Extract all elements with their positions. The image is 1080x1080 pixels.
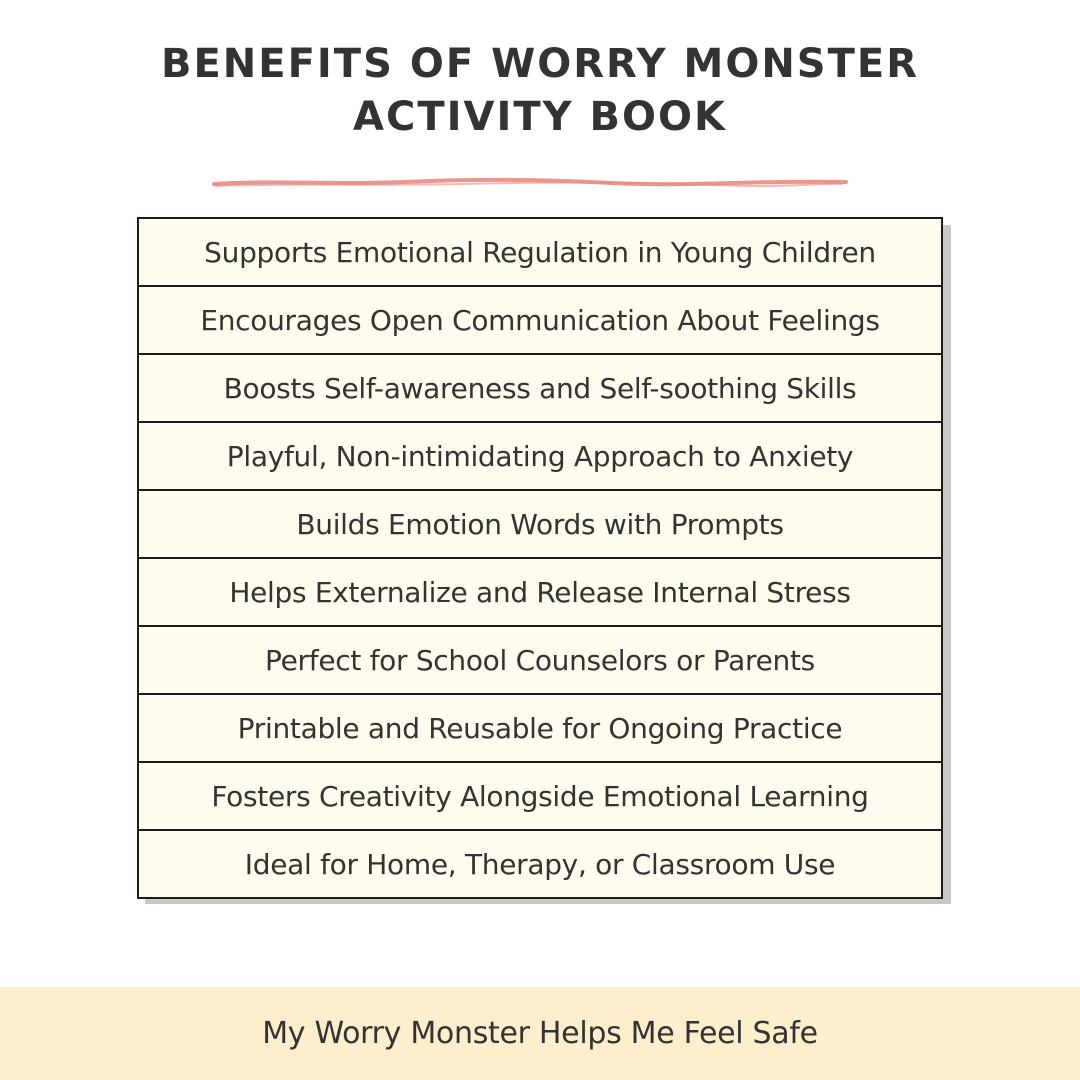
benefit-row: Helps Externalize and Release Internal Stress [139,559,941,627]
title-line-1: BENEFITS OF WORRY MONSTER [160,41,920,87]
benefit-row: Perfect for School Counselors or Parents [139,627,941,695]
footer-banner [0,987,1080,1080]
page-title [0,38,1080,144]
title-line-2: ACTIVITY BOOK [353,94,727,140]
benefit-row: Boosts Self-awareness and Self-soothing Skills [139,355,941,423]
benefit-row: Playful, Non-intimidating Approach to Anxiety [139,423,941,491]
benefit-row: Fosters Creativity Alongside Emotional Learning [139,763,941,831]
decorative-brush-underline [212,174,848,190]
benefits-table [137,217,943,899]
benefit-row: Builds Emotion Words with Prompts [139,491,941,559]
benefit-row: Ideal for Home, Therapy, or Classroom Use [139,831,941,897]
benefits-list [137,217,943,899]
footer-text: My Worry Monster Helps Me Feel Safe [262,1016,818,1051]
benefit-row: Supports Emotional Regulation in Young Children [139,219,941,287]
benefit-row: Encourages Open Communication About Feelings [139,287,941,355]
benefit-row: Printable and Reusable for Ongoing Practice [139,695,941,763]
